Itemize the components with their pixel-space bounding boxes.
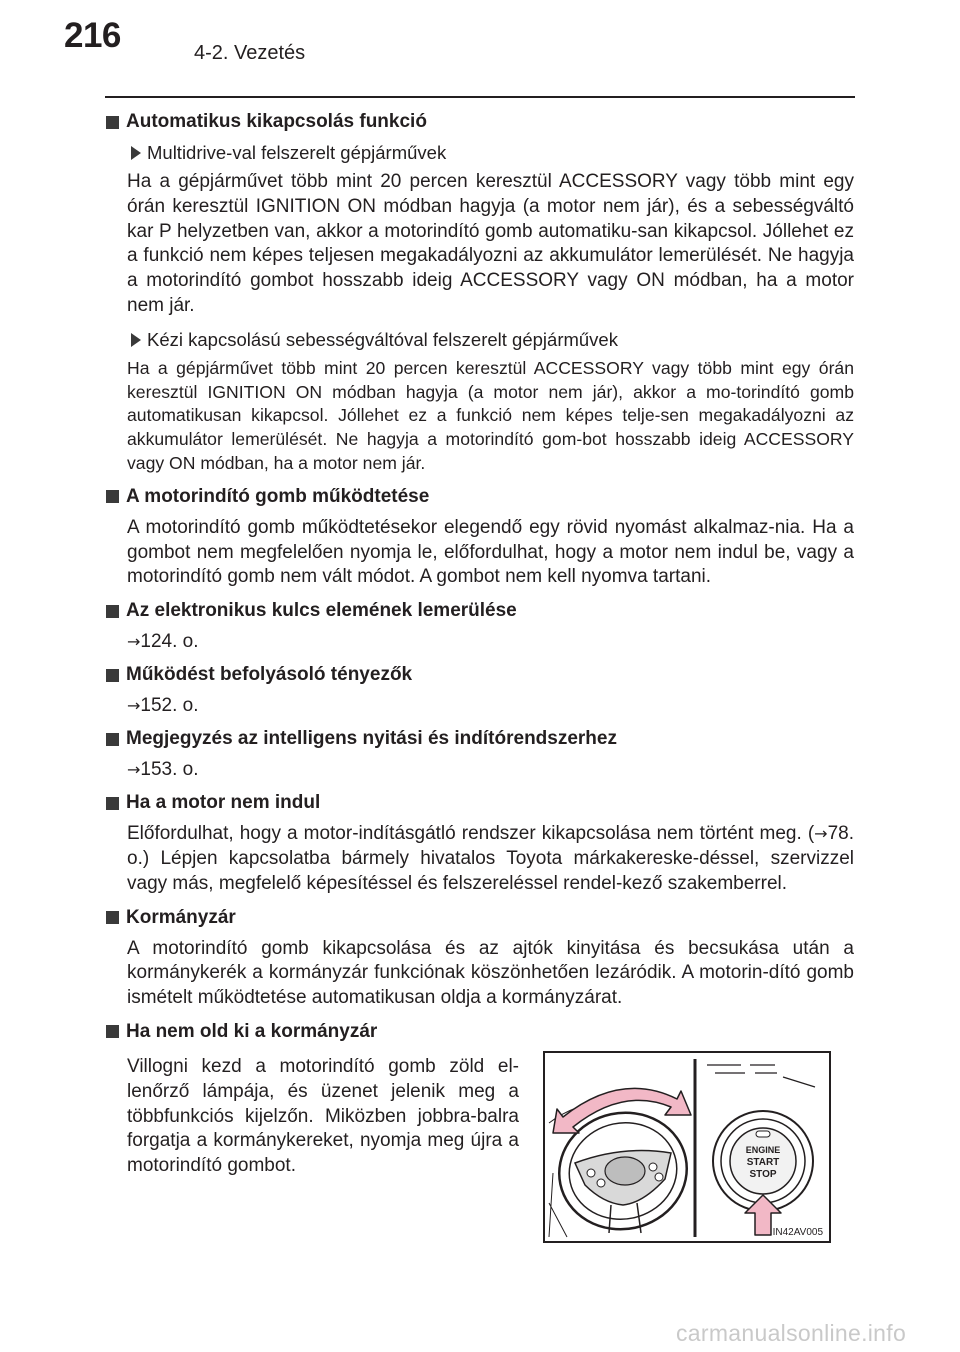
factors-page-reference[interactable]: →152. o.	[127, 695, 199, 717]
steering-lock-text: A motorindító gomb kikapcsolása és az ajtók kinyitása és becsukása után a kormánykerék a kormányzár funkciónak köszönhetően lezáródik. A motorin-dító gomb ismételt működtetése automatikusan oldja a kormányzárat.	[127, 937, 854, 1009]
arrow-right-icon: →	[127, 696, 141, 716]
battery-page-reference[interactable]: →124. o.	[127, 631, 199, 653]
bullet-square-icon	[106, 797, 119, 810]
watermark: carmanualsonline.info	[676, 1320, 907, 1346]
chapter-title: 4-2. Vezetés	[194, 42, 306, 64]
lock-release-block	[106, 1051, 854, 1291]
section-no-start-title: Ha a motor nem indul	[106, 791, 854, 815]
bullet-square-icon	[106, 911, 119, 924]
bullet-square-icon	[106, 669, 119, 682]
arrow-right-icon: →	[127, 632, 141, 652]
bullet-square-icon	[106, 1025, 119, 1038]
arrow-right-icon: →	[127, 760, 141, 780]
page-content	[106, 106, 854, 1291]
section-steering-lock-title: Kormányzár	[106, 906, 854, 930]
no-start-text: Előfordulhat, hogy a motor-indításgátló rendszer kikapcsolása nem történt meg. (→78. o.) Lépjen kapcsolatba bármely hivatalos Toyota márkakereske-déssel, szervizzel vagy más, megfelelő képesítéssel és felszereléssel rendel-kező szakemberrel.	[127, 823, 854, 894]
triangle-bullet-icon	[131, 146, 141, 160]
operation-text: A motorindító gomb működtetésekor elegendő egy rövid nyomást alkalmaz-nia. Ha a gombot nem megfelelően nyomja le, előfordulhat, hogy a motor nem indul be, vagy a motorindító gomb nem vált módot. A gombot nem kell nyomva tartani.	[127, 516, 854, 588]
dash-detail-lines	[707, 1065, 815, 1087]
multidrive-label: Multidrive-val felszerelt gépjárművek	[131, 141, 854, 165]
page-number: 216	[64, 16, 121, 55]
multidrive-text: Ha a gépjárművet több mint 20 percen keresztül ACCESSORY vagy több mint egy órán keresztül IGNITION ON módban hagyja (a motor nem jár), és a sebességváltó kar P helyzetben van, akkor a motorindító gomb automatiku-san kikapcsol. Jóllehet ez a funkció nem képes teljesen megakadályozni az akkumulátor lemerülését. Ne hagyja a motorindító gombot hosszabb ideig ACCESSORY vagy ON módban, ha a motor nem jár.	[127, 171, 854, 316]
section-lock-release-title: Ha nem old ki a kormányzár	[106, 1020, 854, 1044]
manual-text: Ha a gépjárművet több mint 20 percen keresztül ACCESSORY vagy több mint egy órán keresztül IGNITION ON módban hagyja (a motor nem jár), akkor a mo-torindító gomb automatikusan kikapcsol. Jóllehet ez a funkció nem képes telje-sen megakadályozni az akkumulátor lemerülését. Ne hagyja a motorindító gom-bot hosszabb ideig ACCESSORY vagy ON módban, ha a motor nem jár.	[127, 357, 854, 473]
section-factors-title: Működést befolyásoló tényezők	[106, 663, 854, 687]
notes-page-reference[interactable]: →153. o.	[127, 759, 199, 781]
section-auto-off-title: Automatikus kikapcsolás funkció	[106, 110, 854, 134]
triangle-bullet-icon	[131, 333, 141, 347]
manual-label: Kézi kapcsolású sebességváltóval felszerelt gépjárművek	[131, 328, 854, 352]
no-start-page-reference[interactable]: 78. o.	[127, 823, 854, 869]
header-rule	[105, 96, 855, 98]
arrow-right-icon: →	[814, 824, 828, 844]
bullet-square-icon	[106, 605, 119, 618]
bullet-square-icon	[106, 116, 119, 129]
button-label-engine: ENGINE	[745, 1144, 781, 1155]
illustration-svg	[545, 1053, 829, 1241]
steering-wheel-illustration	[543, 1051, 831, 1243]
section-battery-title: Az elektronikus kulcs elemének lemerülése	[106, 599, 854, 623]
button-label-start: START	[746, 1156, 780, 1168]
section-notes-title: Megjegyzés az intelligens nyitási és indítórendszerhez	[106, 727, 854, 751]
bullet-square-icon	[106, 733, 119, 746]
section-operation-title: A motorindító gomb működtetése	[106, 485, 854, 509]
lock-release-text: Villogni kezd a motorindító gomb zöld el-lenőrző lámpája, és üzenet jelenik meg a többfunkciós kijelzőn. Miközben jobbra-balra forgatja a kormánykereket, nyomja meg újra a motorindító gombot.	[127, 1055, 519, 1177]
button-label-stop: STOP	[749, 1168, 777, 1180]
bullet-square-icon	[106, 490, 119, 503]
figure-code: IN42AV005	[772, 1226, 823, 1238]
